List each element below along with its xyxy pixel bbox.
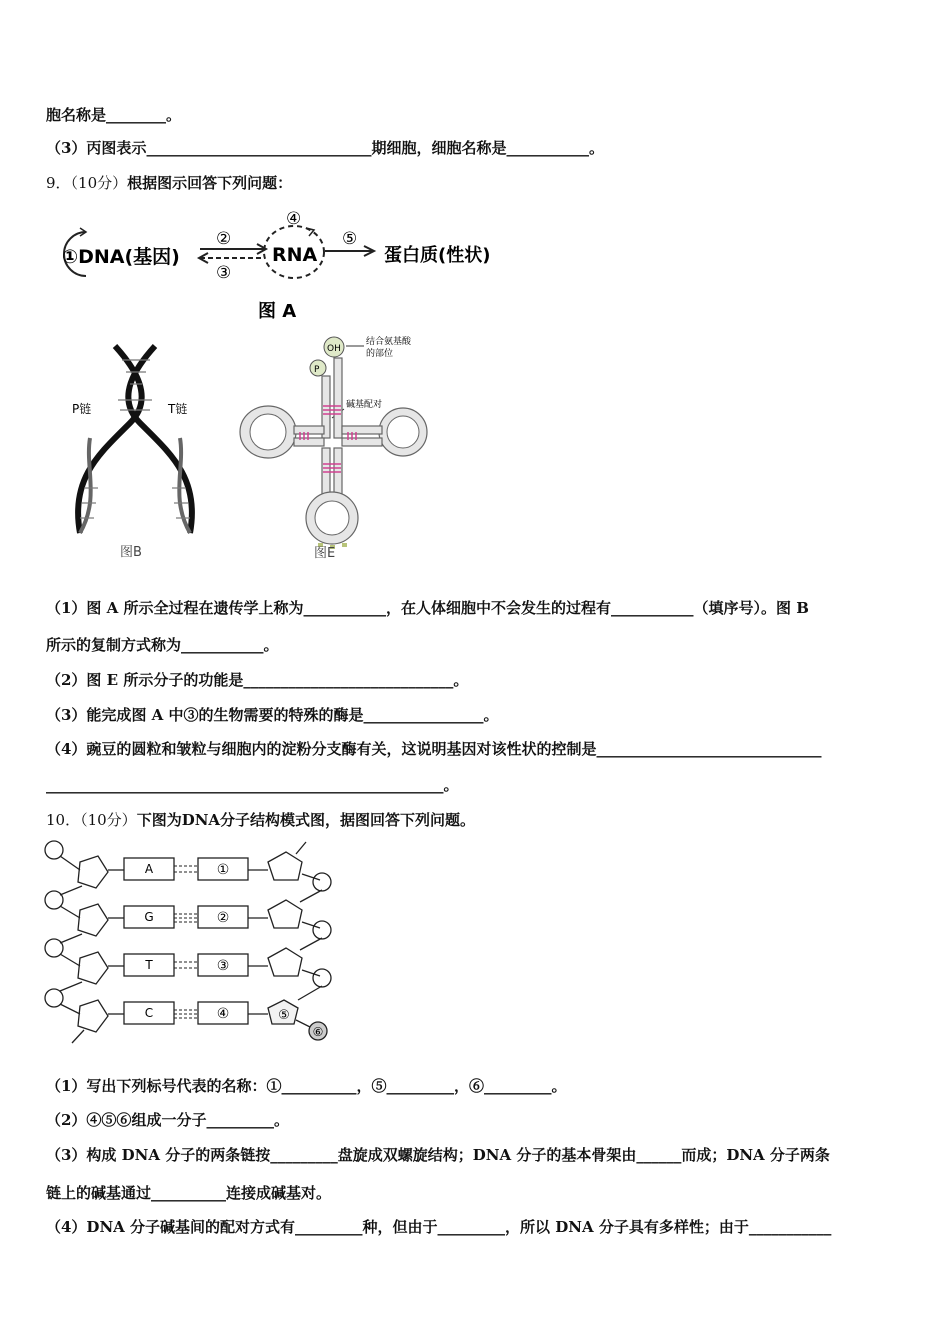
figure-e — [238, 332, 438, 562]
q10-sub3-line2: 链上的碱基通过__________连接成碱基对。 — [46, 1184, 332, 1202]
q9-sub2: （2）图 E 所示分子的功能是____________________________。 — [46, 671, 469, 689]
base-left-4: C — [144, 1006, 154, 1020]
q9-heading — [46, 172, 292, 193]
q10-title: 下图为DNA分子结构模式图，据图回答下列问题。 — [136, 811, 476, 829]
base-left-1: A — [144, 862, 154, 876]
q10-sub1: （1）写出下列标号代表的名称：①__________，⑤_________，⑥_________。 — [46, 1077, 567, 1095]
fige-amino-1: 结合氨基酸 — [366, 337, 412, 347]
q10-sub3-line1: （3）构成 DNA 分子的两条链按_________盘旋成双螺旋结构；DNA 分子的基本骨架由______而成；DNA 分子两条 — [46, 1146, 830, 1164]
q9-sub1-line1: （1）图 A 所示全过程在遗传学上称为___________，在人体细胞中不会发生的过程有___________（填序号）。图 B — [46, 599, 809, 617]
label-5: ⑤ — [278, 1008, 290, 1023]
q8-line2: （3）丙图表示______________________________期细胞，细胞名称是___________。 — [46, 139, 604, 157]
q10-number: 10．（10分） — [46, 811, 137, 829]
q9-sub3: （3）能完成图 A 中③的生物需要的特殊的酶是________________。 — [46, 706, 499, 724]
fige-oh: OH — [327, 344, 341, 354]
base-right-4: ④ — [216, 1006, 230, 1022]
q9-number: 9．（10分） — [46, 174, 128, 192]
figa-protein: 蛋白质(性状) — [384, 245, 491, 266]
figa-dna: ①DNA(基因) — [62, 246, 180, 268]
q9-sub4-line1: （4）豌豆的圆粒和皱粒与细胞内的淀粉分支酶有关，这说明基因对该性状的控制是______________________________ — [46, 740, 822, 758]
q10-sub4: （4）DNA 分子碱基间的配对方式有_________种，但由于_________，所以 DNA 分子具有多样性；由于___________ — [46, 1218, 832, 1236]
q9-sub4-line2: _____________________________________________________。 — [46, 776, 459, 794]
figa-caption: 图 A — [258, 301, 297, 322]
fige-amino-2: 的部位 — [366, 349, 394, 359]
figb-p-chain: P链 — [72, 402, 92, 416]
figa-rna: RNA — [272, 244, 318, 266]
base-right-3: ③ — [216, 958, 230, 974]
q9-title: 根据图示回答下列问题： — [127, 174, 293, 192]
label-6: ⑥ — [312, 1025, 324, 1039]
q9-sub1-line2: 所示的复制方式称为___________。 — [46, 636, 279, 654]
base-right-1: ① — [216, 862, 230, 878]
base-left-3: T — [145, 958, 153, 972]
figure-a — [50, 200, 550, 330]
figb-caption: 图B — [120, 545, 142, 560]
dna-structure-diagram — [40, 838, 340, 1050]
q10-sub2: （2）④⑤⑥组成一分子_________。 — [46, 1111, 289, 1129]
fige-caption: 图E — [314, 546, 336, 561]
base-right-2: ② — [216, 910, 230, 926]
figb-t-chain: T链 — [168, 402, 188, 416]
figa-c3: ③ — [216, 263, 232, 283]
q10-heading — [46, 809, 475, 830]
figa-c2: ② — [216, 229, 232, 249]
q8-line1: 胞名称是________。 — [46, 106, 182, 124]
figa-c5: ⑤ — [342, 229, 358, 249]
figa-c4: ④ — [286, 209, 302, 229]
fige-base-pair: 碱基配对 — [346, 400, 383, 410]
base-left-2: G — [144, 910, 154, 924]
figure-b — [60, 338, 220, 563]
fige-p: P — [314, 365, 320, 375]
